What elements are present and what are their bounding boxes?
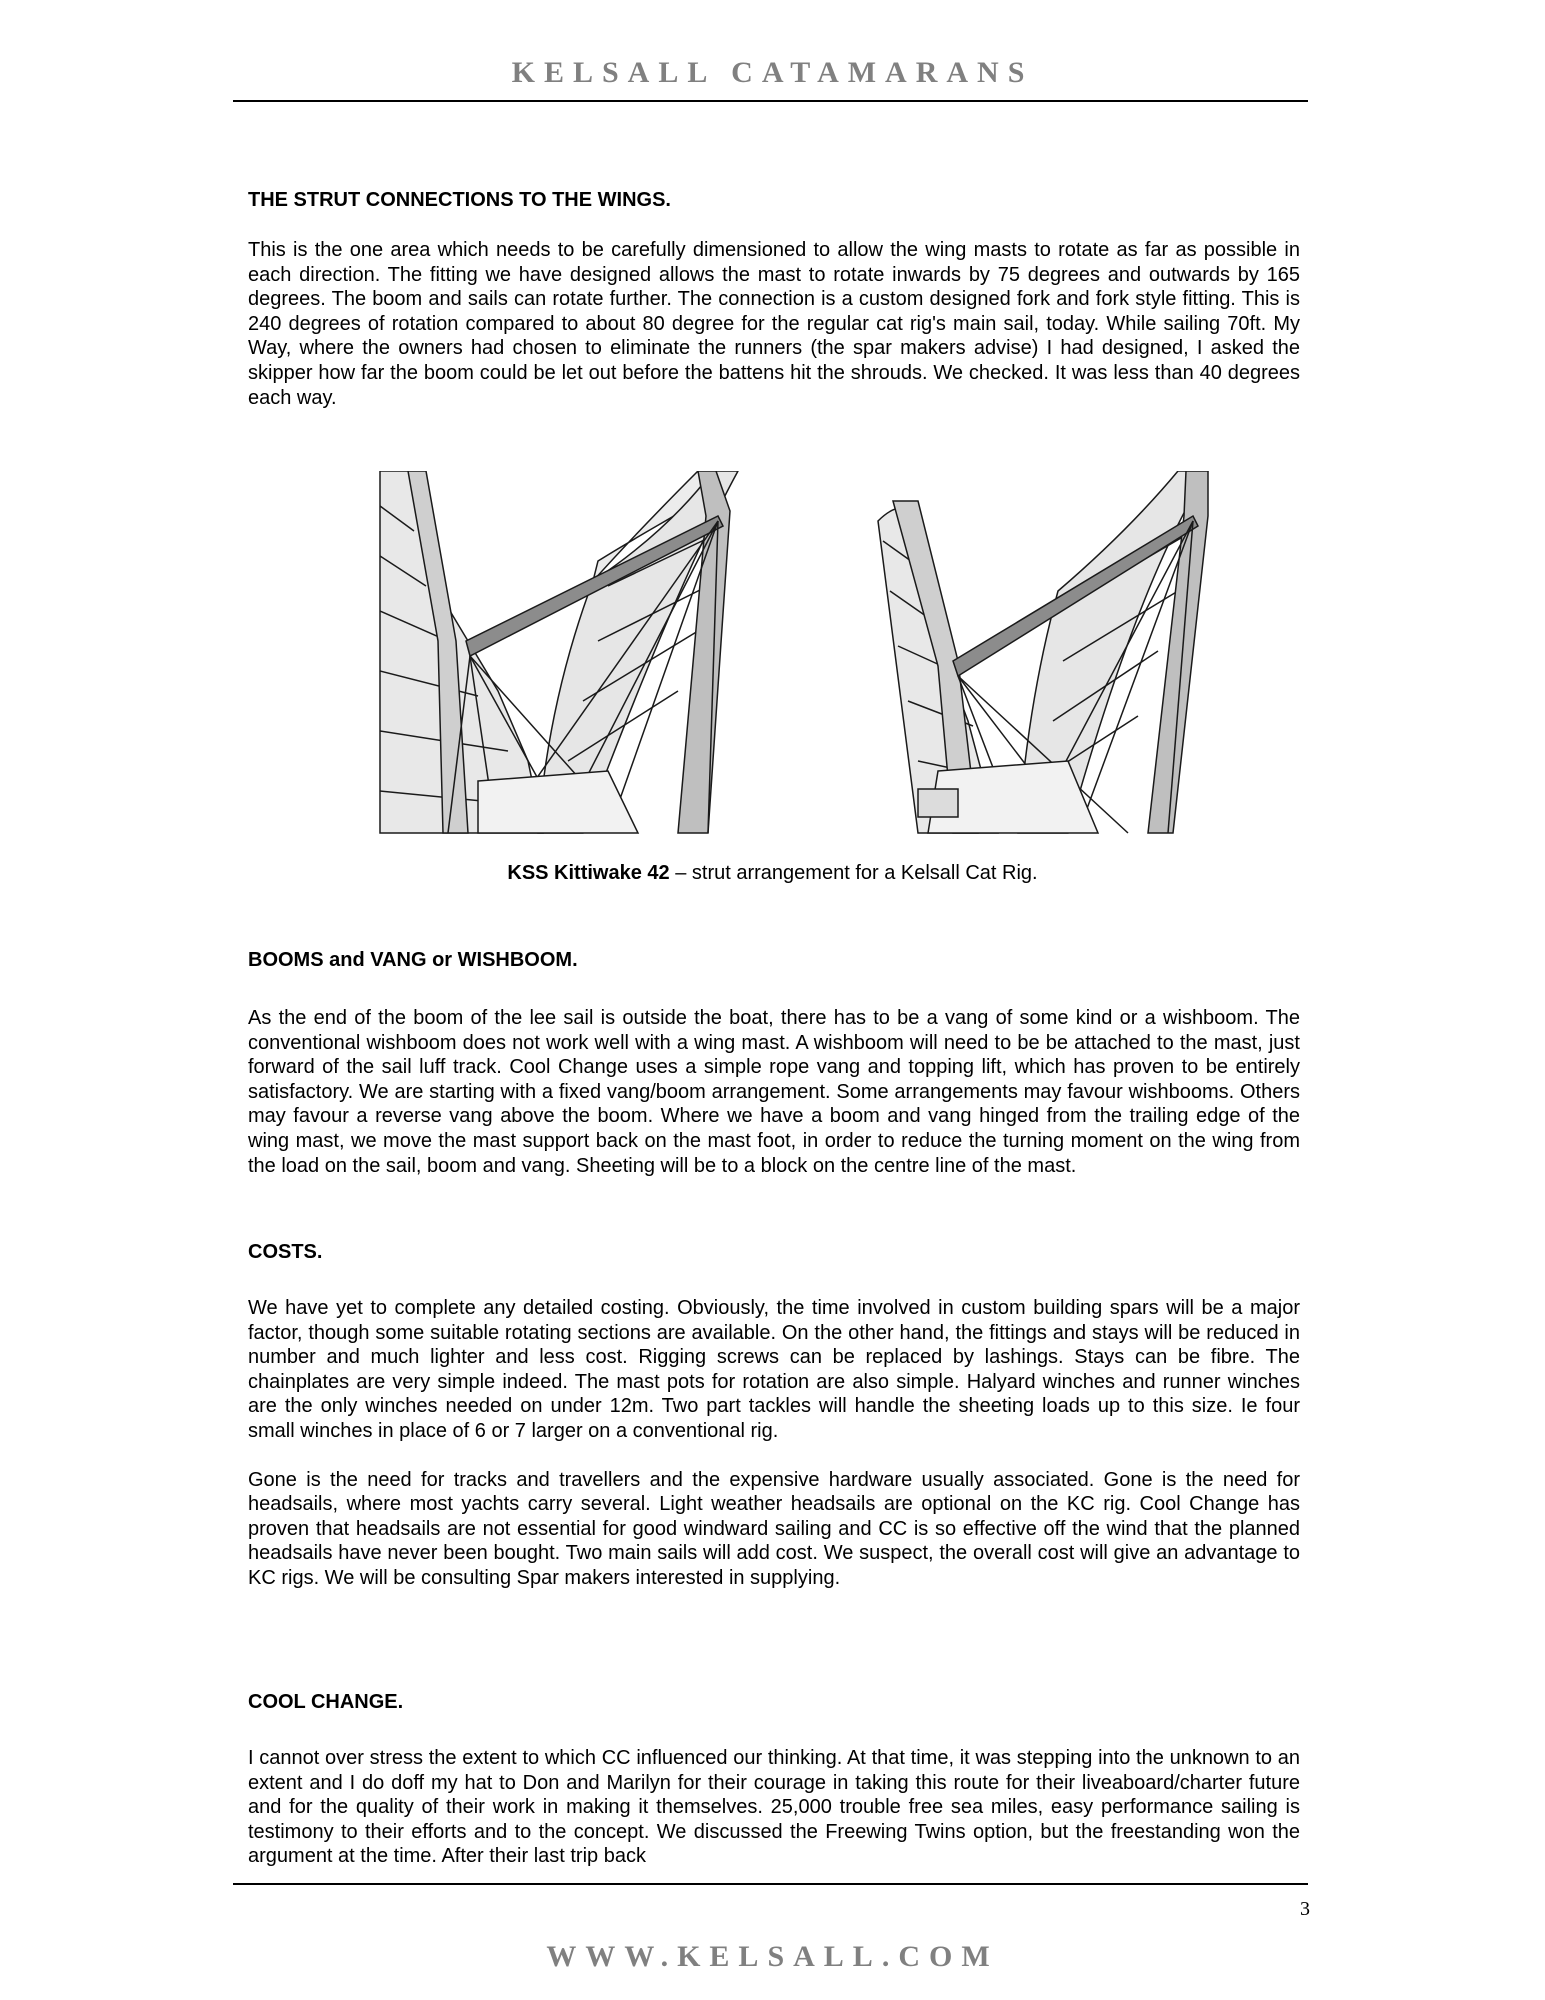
figure-caption-text: – strut arrangement for a Kelsall Cat Rig. — [669, 862, 1038, 884]
rig-view-left — [380, 471, 738, 833]
footer-url[interactable]: WWW.KELSALL.COM — [546, 1940, 999, 1973]
section-paragraph: As the end of the boom of the lee sail is outside the boat, there has to be a vang of some kind or a wishboom. The conventional wishboom does not work well with a wing mast. A wishboom will need to be be attached to the mast, just forward of the sail luff track. Cool Change uses a simple rope vang and topping lift, which has proven to be entirely satisfactory. We are starting with a fixed vang/boom arrangement. Some arrangements may favour wishbooms. Others may favour a reverse vang above the boom. Where we have a boom and vang hinged from the trailing edge of the wing mast, we move the mast support back on the mast foot, in order to reduce the turning moment on the wing from the load on the sail, boom and vang. Sheeting will be to a block on the centre line of the mast. — [248, 1007, 1300, 1177]
page-number: 3 — [1300, 1898, 1310, 1920]
section-heading: THE STRUT CONNECTIONS TO THE WINGS. — [248, 189, 671, 211]
section-booms — [248, 948, 1300, 1178]
section-costs — [248, 1240, 1300, 1591]
section-paragraph: Gone is the need for tracks and travellers and the expensive hardware usually associated. Gone is the need for headsails, where most yachts carry several. Light weather headsails are optional on the KC rig. Cool Change has proven that headsails are not essential for good windward sailing and CC is so effective off the wind that the planned headsails have never been bought. Two main sails will add cost. We suspect, the overall cost will give an advantage to KC rigs. We will be consulting Spar makers interested in supplying. — [248, 1468, 1300, 1589]
section-paragraph: This is the one area which needs to be carefully dimensioned to allow the wing masts to rotate as far as possible in each direction. The fitting we have designed allows the mast to rotate inwards by 75 degrees and outwards by 165 degrees. The boom and sails can rotate further. The connection is a custom designed fork and fork style fitting. This is 240 degrees of rotation compared to about 80 degree for the regular cat rig's main sail, today. While sailing 70ft. My Way, where the owners had chosen to eliminate the runners (the spar makers advise) I had designed, I asked the skipper how far the boom could be let out before the battens hit the shrouds. We checked. It was less than 40 degrees each way. — [248, 239, 1300, 409]
section-paragraph: We have yet to complete any detailed costing. Obviously, the time involved in custom building spars will be a major factor, though some suitable rotating sections are available. On the other hand, the fittings and stays will be reduced in number and much lighter and less cost. Rigging screws can be replaced by lashings. Stays can be fibre. The chainplates are very simple indeed. The mast pots for rotation are also simple. Halyard winches and runner winches are the only winches needed on under 12m. Two part tackles will handle the sheeting loads up to this size. Ie four small winches in place of 6 or 7 larger on a conventional rig. — [248, 1297, 1300, 1442]
section-paragraph: I cannot over stress the extent to which CC influenced our thinking. At that time, it was stepping into the unknown to an extent and I do doff my hat to Don and Marilyn for their courage in taking this route for their liveaboard/charter future and for the quality of their work in making it themselves. 25,000 trouble free sea miles, easy performance sailing is testimony to their efforts and to the concept. We discussed the Freewing Twins option, but the freestanding won the argument at the time. After their last trip back — [248, 1747, 1300, 1868]
figure-caption-bold: KSS Kittiwake 42 — [507, 862, 670, 884]
figure-caption — [0, 862, 1545, 885]
rig-illustrations — [378, 471, 1238, 836]
rig-view-right — [878, 471, 1208, 833]
header-title: KELSALL CATAMARANS — [511, 56, 1034, 89]
header-rule — [233, 100, 1308, 102]
section-heading: BOOMS and VANG or WISHBOOM. — [248, 949, 578, 971]
footer-rule — [233, 1883, 1308, 1885]
section-heading: COSTS. — [248, 1241, 323, 1263]
section-strut — [248, 188, 1300, 410]
section-cool-change — [248, 1690, 1300, 1869]
section-heading: COOL CHANGE. — [248, 1691, 404, 1713]
